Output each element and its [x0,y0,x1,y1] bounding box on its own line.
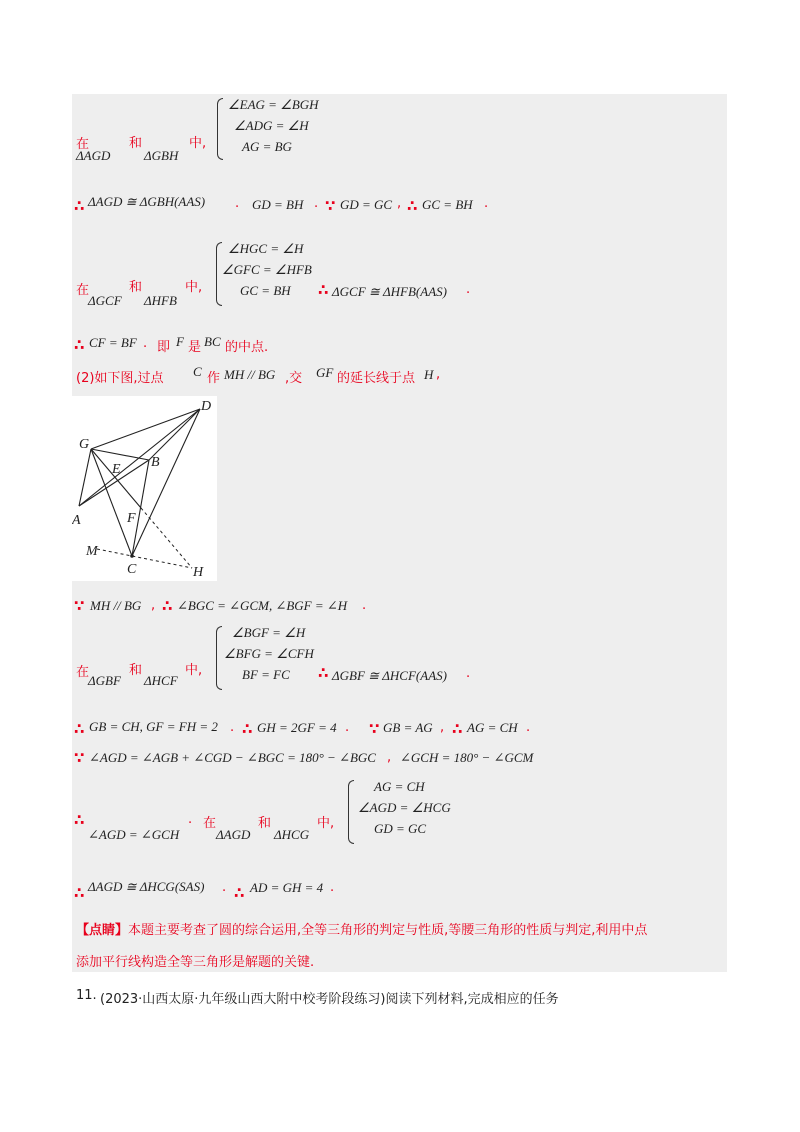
therefore-symbol: ∴ [74,197,85,215]
congruence: ΔGBF ≅ ΔHCF(AAS) [332,668,447,683]
segment-gf: GF [316,365,334,380]
equation: AD = GH = 4 [250,880,324,895]
therefore-symbol: ∴ [74,884,85,902]
point-h: H [424,367,434,382]
label-d: D [201,399,212,414]
equation: GB = CH, GF = FH = 2 [89,719,218,734]
system-line: GD = GC [374,821,427,836]
because-symbol: ∵ [74,597,85,615]
text: ,交 [285,371,303,386]
parallel: MH // BG [224,367,276,382]
system-line: ∠GFC = ∠HFB [222,262,312,277]
equation: GD = GC [340,197,393,212]
equation-system [228,94,319,157]
segment-bc: BC [204,334,221,349]
therefore-symbol: ∴ [74,336,85,354]
triangle-gcf: ΔGCF [88,293,122,308]
parallel: MH // BG [90,598,142,613]
triangle-agd: ΔAGD [76,148,111,163]
brace [217,98,223,160]
congruence: ΔGCF ≅ ΔHFB(AAS) [332,284,447,299]
comment-block [76,915,726,979]
equation: ∠AGD = ∠AGB + ∠CGD − ∠BGC = 180° − ∠BGC [89,750,376,765]
system-line: GC = BH [240,283,291,298]
text: 的中点. [225,340,269,355]
equation: GB = AG [383,720,433,735]
brace [216,626,222,690]
therefore-symbol: ∴ [74,720,85,738]
therefore-symbol: ∴ [74,811,85,829]
text-zai: 在 [203,816,217,831]
brace [348,780,354,844]
text-zai: 在 [76,665,90,680]
because-symbol: ∵ [369,720,380,738]
label-c: C [127,562,137,577]
therefore-symbol: ∴ [242,720,253,738]
label-f: F [127,511,136,526]
label-a: A [72,513,81,528]
triangle-hfb: ΔHFB [144,293,177,308]
comment-text: 本题主要考查了圆的综合运用,全等三角形的判定与性质,等腰三角形的性质与判定,利用中点 [128,923,648,938]
system-line: ∠HGC = ∠H [228,241,304,256]
therefore-symbol: ∴ [234,884,245,902]
text: (2)如下图,过点 [76,371,164,386]
equation: GH = 2GF = 4 [257,720,337,735]
triangle-gbf: ΔGBF [88,673,121,688]
because-symbol: ∵ [325,197,336,215]
text-he: 和 [129,280,143,295]
geometry-figure [72,396,217,581]
label-e: E [112,462,121,477]
text-zai: 在 [76,283,90,298]
label-g: G [79,437,90,452]
system-line: ∠BFG = ∠CFH [224,646,314,661]
system-line: AG = BG [242,139,292,154]
label-b: B [151,455,160,470]
comment-text: 添加平行线构造全等三角形是解题的关键. [76,955,315,970]
therefore-symbol: ∴ [318,281,329,299]
system-line: ∠AGD = ∠HCG [358,800,451,815]
text-zhong: 中, [185,663,203,678]
congruence: ΔAGD ≅ ΔHCG(SAS) [88,879,205,894]
label-h: H [193,565,204,580]
equation-system [224,622,314,685]
therefore-symbol: ∴ [452,720,463,738]
label-m: M [86,544,98,559]
system-line: ∠EAG = ∠BGH [228,97,319,112]
equation: CF = BF [89,335,137,350]
text-he: 和 [129,663,143,678]
congruence: ΔAGD ≅ ΔGBH(AAS) [88,194,206,209]
text-zhong: 中, [185,280,203,295]
point-f: F [176,334,184,349]
point-c-dot [130,554,134,558]
question-number: 11. [76,988,97,1003]
triangle-agd: ΔAGD [216,827,251,842]
triangle-gbh: ΔGBH [144,148,179,163]
equation-system [222,238,312,301]
therefore-symbol: ∴ [162,597,173,615]
system-line: ∠ADG = ∠H [234,118,309,133]
therefore-symbol: ∴ [318,664,329,682]
text: , [436,367,441,382]
triangle-hcg: ΔHCG [274,827,310,842]
text-he: 和 [129,136,143,151]
text: 的延长线于点 [337,371,416,386]
equation: ∠BGC = ∠GCM, ∠BGF = ∠H [177,598,348,613]
question-text: (2023·山西太原·九年级山西大附中校考阶段练习)阅读下列材料,完成相应的任务 [100,992,559,1007]
equation: ∠GCH = 180° − ∠GCM [400,750,534,765]
equation-system [358,776,451,839]
therefore-symbol: ∴ [407,197,418,215]
equation: GC = BH [422,197,473,212]
text-zhong: 中, [317,816,335,831]
text: 即 [157,340,171,355]
equation: ∠AGD = ∠GCH [88,827,180,842]
system-line: AG = CH [374,779,425,794]
text-zhong: 中, [189,136,207,151]
text-zai: 在 [76,137,90,152]
text: 作 [207,371,221,386]
point-c: C [193,364,202,379]
text: 是 [188,340,202,355]
system-line: ∠BGF = ∠H [232,625,306,640]
equation: AG = CH [467,720,518,735]
equation: GD = BH [252,197,304,212]
system-line: BF = FC [242,667,290,682]
comment-tag: 【点睛】 [76,923,129,938]
because-symbol: ∵ [74,749,85,767]
triangle-hcf: ΔHCF [144,673,178,688]
text-he: 和 [258,816,272,831]
